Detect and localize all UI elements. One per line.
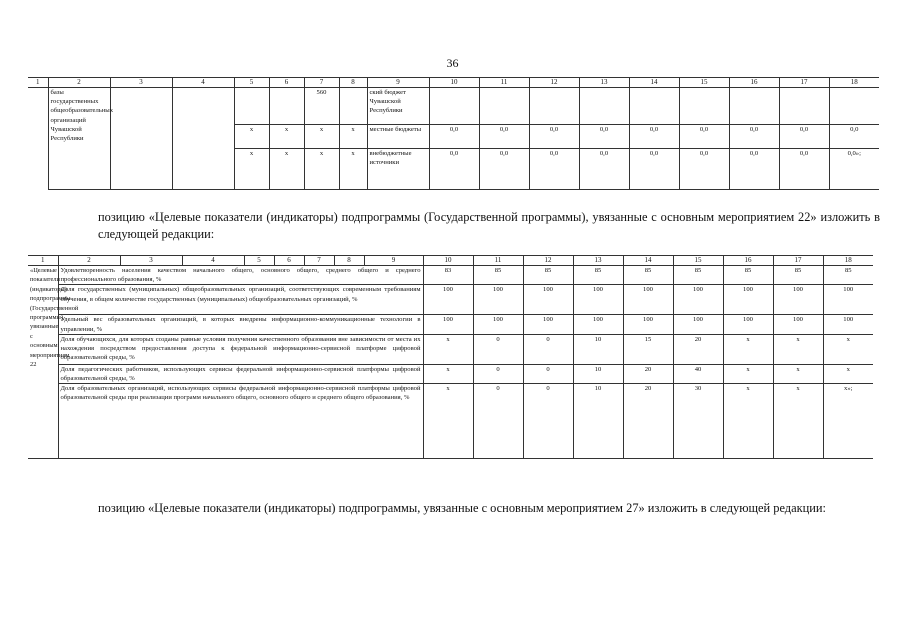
table-cell: 0: [473, 364, 523, 383]
table-cell: 40: [673, 364, 723, 383]
table-row: [28, 285, 873, 315]
indicator-name: Доля педагогических работников, использующих сервисы федеральной информационно-сервисной платформы цифровой образовательной среды, %: [58, 364, 423, 383]
column-header: 18: [823, 256, 873, 266]
column-header: 4: [172, 78, 234, 88]
row-group-label: «Целевые показатели (индикаторы) подпрограммы (Государственной программы), увязанные с основным мероприятием 22: [28, 266, 58, 459]
column-header: 10: [429, 78, 479, 88]
table-cell: 100: [773, 285, 823, 315]
table-cell: 100: [673, 285, 723, 315]
table-cell: 0,0: [629, 149, 679, 190]
indicator-name: Доля государственных (муниципальных) общеобразовательных организаций, соответствующих современным требованиям обучения, в общем количестве государственных (муниципальных) общеобразовательных организаций, %: [58, 285, 423, 315]
table-cell: 0,0: [829, 125, 879, 149]
table-cell: x: [723, 364, 773, 383]
table-cell: 100: [673, 315, 723, 334]
column-header: 8: [339, 78, 367, 88]
column-header: 13: [579, 78, 629, 88]
table-cell: 100: [723, 285, 773, 315]
table-cell: x: [723, 384, 773, 459]
column-header: 9: [364, 256, 423, 266]
column-header: 17: [779, 78, 829, 88]
column-header: 14: [629, 78, 679, 88]
table-cell: 100: [523, 285, 573, 315]
table-cell: x: [304, 149, 339, 190]
table-cell: 0,0: [779, 149, 829, 190]
table-cell-text: ский бюджет Чувашской Республики: [367, 88, 429, 125]
column-header: 7: [304, 78, 339, 88]
table-cell: x: [773, 384, 823, 459]
table-cell: 0,0: [479, 125, 529, 149]
table-cell: x: [423, 334, 473, 364]
table-cell: 0: [473, 334, 523, 364]
table-cell: 0,0: [429, 125, 479, 149]
table-cell: 0,0: [679, 149, 729, 190]
table-row: [28, 266, 873, 285]
column-header: 14: [623, 256, 673, 266]
column-header: 6: [269, 78, 304, 88]
table-cell: 100: [423, 285, 473, 315]
table-cell: 83: [423, 266, 473, 285]
table-cell: 100: [623, 285, 673, 315]
table-cell: 0,0: [779, 125, 829, 149]
table-cell: 0,0: [579, 125, 629, 149]
table-cell: 20: [673, 334, 723, 364]
table-cell: 85: [773, 266, 823, 285]
column-header: 11: [473, 256, 523, 266]
table-cell: 100: [823, 315, 873, 334]
paragraph-2: позицию «Целевые показатели (индикаторы) подпрограммы, увязанные с основным мероприятием 27» изложить в следующей редакции:: [98, 501, 826, 515]
column-header: 4: [182, 256, 244, 266]
table-cell: 0,0: [579, 149, 629, 190]
table-cell: 0,0: [479, 149, 529, 190]
table-cell: x: [234, 149, 269, 190]
budget-table: [28, 77, 879, 190]
column-header: 13: [573, 256, 623, 266]
table-cell: 100: [823, 285, 873, 315]
table-cell: 100: [573, 285, 623, 315]
column-header: 2: [58, 256, 120, 266]
table-cell: 100: [423, 315, 473, 334]
table-cell: 20: [623, 384, 673, 459]
table-cell: 0,0: [529, 125, 579, 149]
table-row: [28, 364, 873, 383]
table-cell: 100: [473, 315, 523, 334]
table-header-row: [28, 78, 879, 88]
indicator-name: Доля образовательных организаций, использующих сервисы федеральной информационно-сервисной платформы цифровой образовательной среды при реализации программ начального общего, основного общего и среднего общего образования, %: [58, 384, 423, 459]
table-cell: 15: [623, 334, 673, 364]
table-cell: 100: [773, 315, 823, 334]
column-header: 16: [723, 256, 773, 266]
column-header: 18: [829, 78, 879, 88]
column-header: 5: [244, 256, 274, 266]
table-cell: x: [304, 125, 339, 149]
table-cell: 0,0: [629, 125, 679, 149]
column-header: 1: [28, 256, 58, 266]
indicator-name: Доля обучающихся, для которых созданы равные условия получения качественного образования вне зависимости от места их нахождения посредством предоставления доступа к федеральной информационно-сервисной платформе цифровой образовательной среды, %: [58, 334, 423, 364]
table-cell: 85: [573, 266, 623, 285]
table-header-row: [28, 256, 873, 266]
table-cell: 0,0: [729, 125, 779, 149]
table-cell: 0,0: [729, 149, 779, 190]
table-cell: x: [234, 125, 269, 149]
table-cell: x: [339, 149, 367, 190]
table-cell: x: [423, 364, 473, 383]
table-cell: 85: [673, 266, 723, 285]
table-cell: 10: [573, 364, 623, 383]
table-cell-text: базы государственных общеобразовательных организаций Чувашской Республики: [48, 88, 110, 190]
paragraph-1: позицию «Целевые показатели (индикаторы) подпрограммы (Государственной программы), увязанные с основным мероприятием 22» изложить в следующей редакции:: [98, 210, 880, 241]
table-cell: x: [269, 125, 304, 149]
column-header: 11: [479, 78, 529, 88]
table-cell: 85: [623, 266, 673, 285]
column-header: 15: [679, 78, 729, 88]
indicator-name: Удовлетворенность населения качеством начального общего, основного общего, среднего общего и среднего профессионального образования, %: [58, 266, 423, 285]
table-cell: x: [823, 364, 873, 383]
table-cell: 0,0: [529, 149, 579, 190]
table-cell: 85: [523, 266, 573, 285]
column-header: 12: [523, 256, 573, 266]
page-number: 36: [446, 56, 459, 70]
table-cell: 100: [523, 315, 573, 334]
table-cell: 10: [573, 334, 623, 364]
table-row: [28, 384, 873, 459]
table-cell: 85: [723, 266, 773, 285]
table-cell: 30: [673, 384, 723, 459]
table-cell: 10: [573, 384, 623, 459]
table-cell: 0: [523, 384, 573, 459]
table-row: [28, 88, 879, 125]
table-cell: 0,0: [679, 125, 729, 149]
column-header: 3: [120, 256, 182, 266]
table-cell: 0: [473, 384, 523, 459]
table-cell-text: внебюджетные источники: [367, 149, 429, 190]
indicator-name: Удельный вес образовательных организаций, в которых внедрены информационно-коммуникационные технологии в управлении, %: [58, 315, 423, 334]
table-cell: x: [269, 149, 304, 190]
column-header: 9: [367, 78, 429, 88]
table-row: [28, 334, 873, 364]
indicators-table: [28, 255, 873, 459]
table-cell: x»;: [823, 384, 873, 459]
table-cell: x: [723, 334, 773, 364]
column-header: 2: [48, 78, 110, 88]
table-cell: 100: [623, 315, 673, 334]
column-header: 1: [28, 78, 48, 88]
column-header: 7: [304, 256, 334, 266]
table-row: [28, 315, 873, 334]
table-cell: 100: [573, 315, 623, 334]
table-cell: x: [423, 384, 473, 459]
table-cell: 0: [523, 334, 573, 364]
column-header: 17: [773, 256, 823, 266]
column-header: 3: [110, 78, 172, 88]
table-cell: 100: [473, 285, 523, 315]
table-cell: x: [773, 334, 823, 364]
table-cell: 85: [473, 266, 523, 285]
column-header: 6: [274, 256, 304, 266]
column-header: 16: [729, 78, 779, 88]
table-cell: x: [773, 364, 823, 383]
column-header: 8: [334, 256, 364, 266]
table-cell: x: [823, 334, 873, 364]
table-cell-text: местные бюджеты: [367, 125, 429, 149]
table-cell: 85: [823, 266, 873, 285]
column-header: 15: [673, 256, 723, 266]
column-header: 12: [529, 78, 579, 88]
table-cell: 0,0: [429, 149, 479, 190]
table-cell: x: [339, 125, 367, 149]
column-header: 10: [423, 256, 473, 266]
table-cell: 100: [723, 315, 773, 334]
table-cell: 0,0»;: [829, 149, 879, 190]
column-header: 5: [234, 78, 269, 88]
table-cell: 560: [304, 88, 339, 125]
table-cell: 20: [623, 364, 673, 383]
table-cell: 0: [523, 364, 573, 383]
